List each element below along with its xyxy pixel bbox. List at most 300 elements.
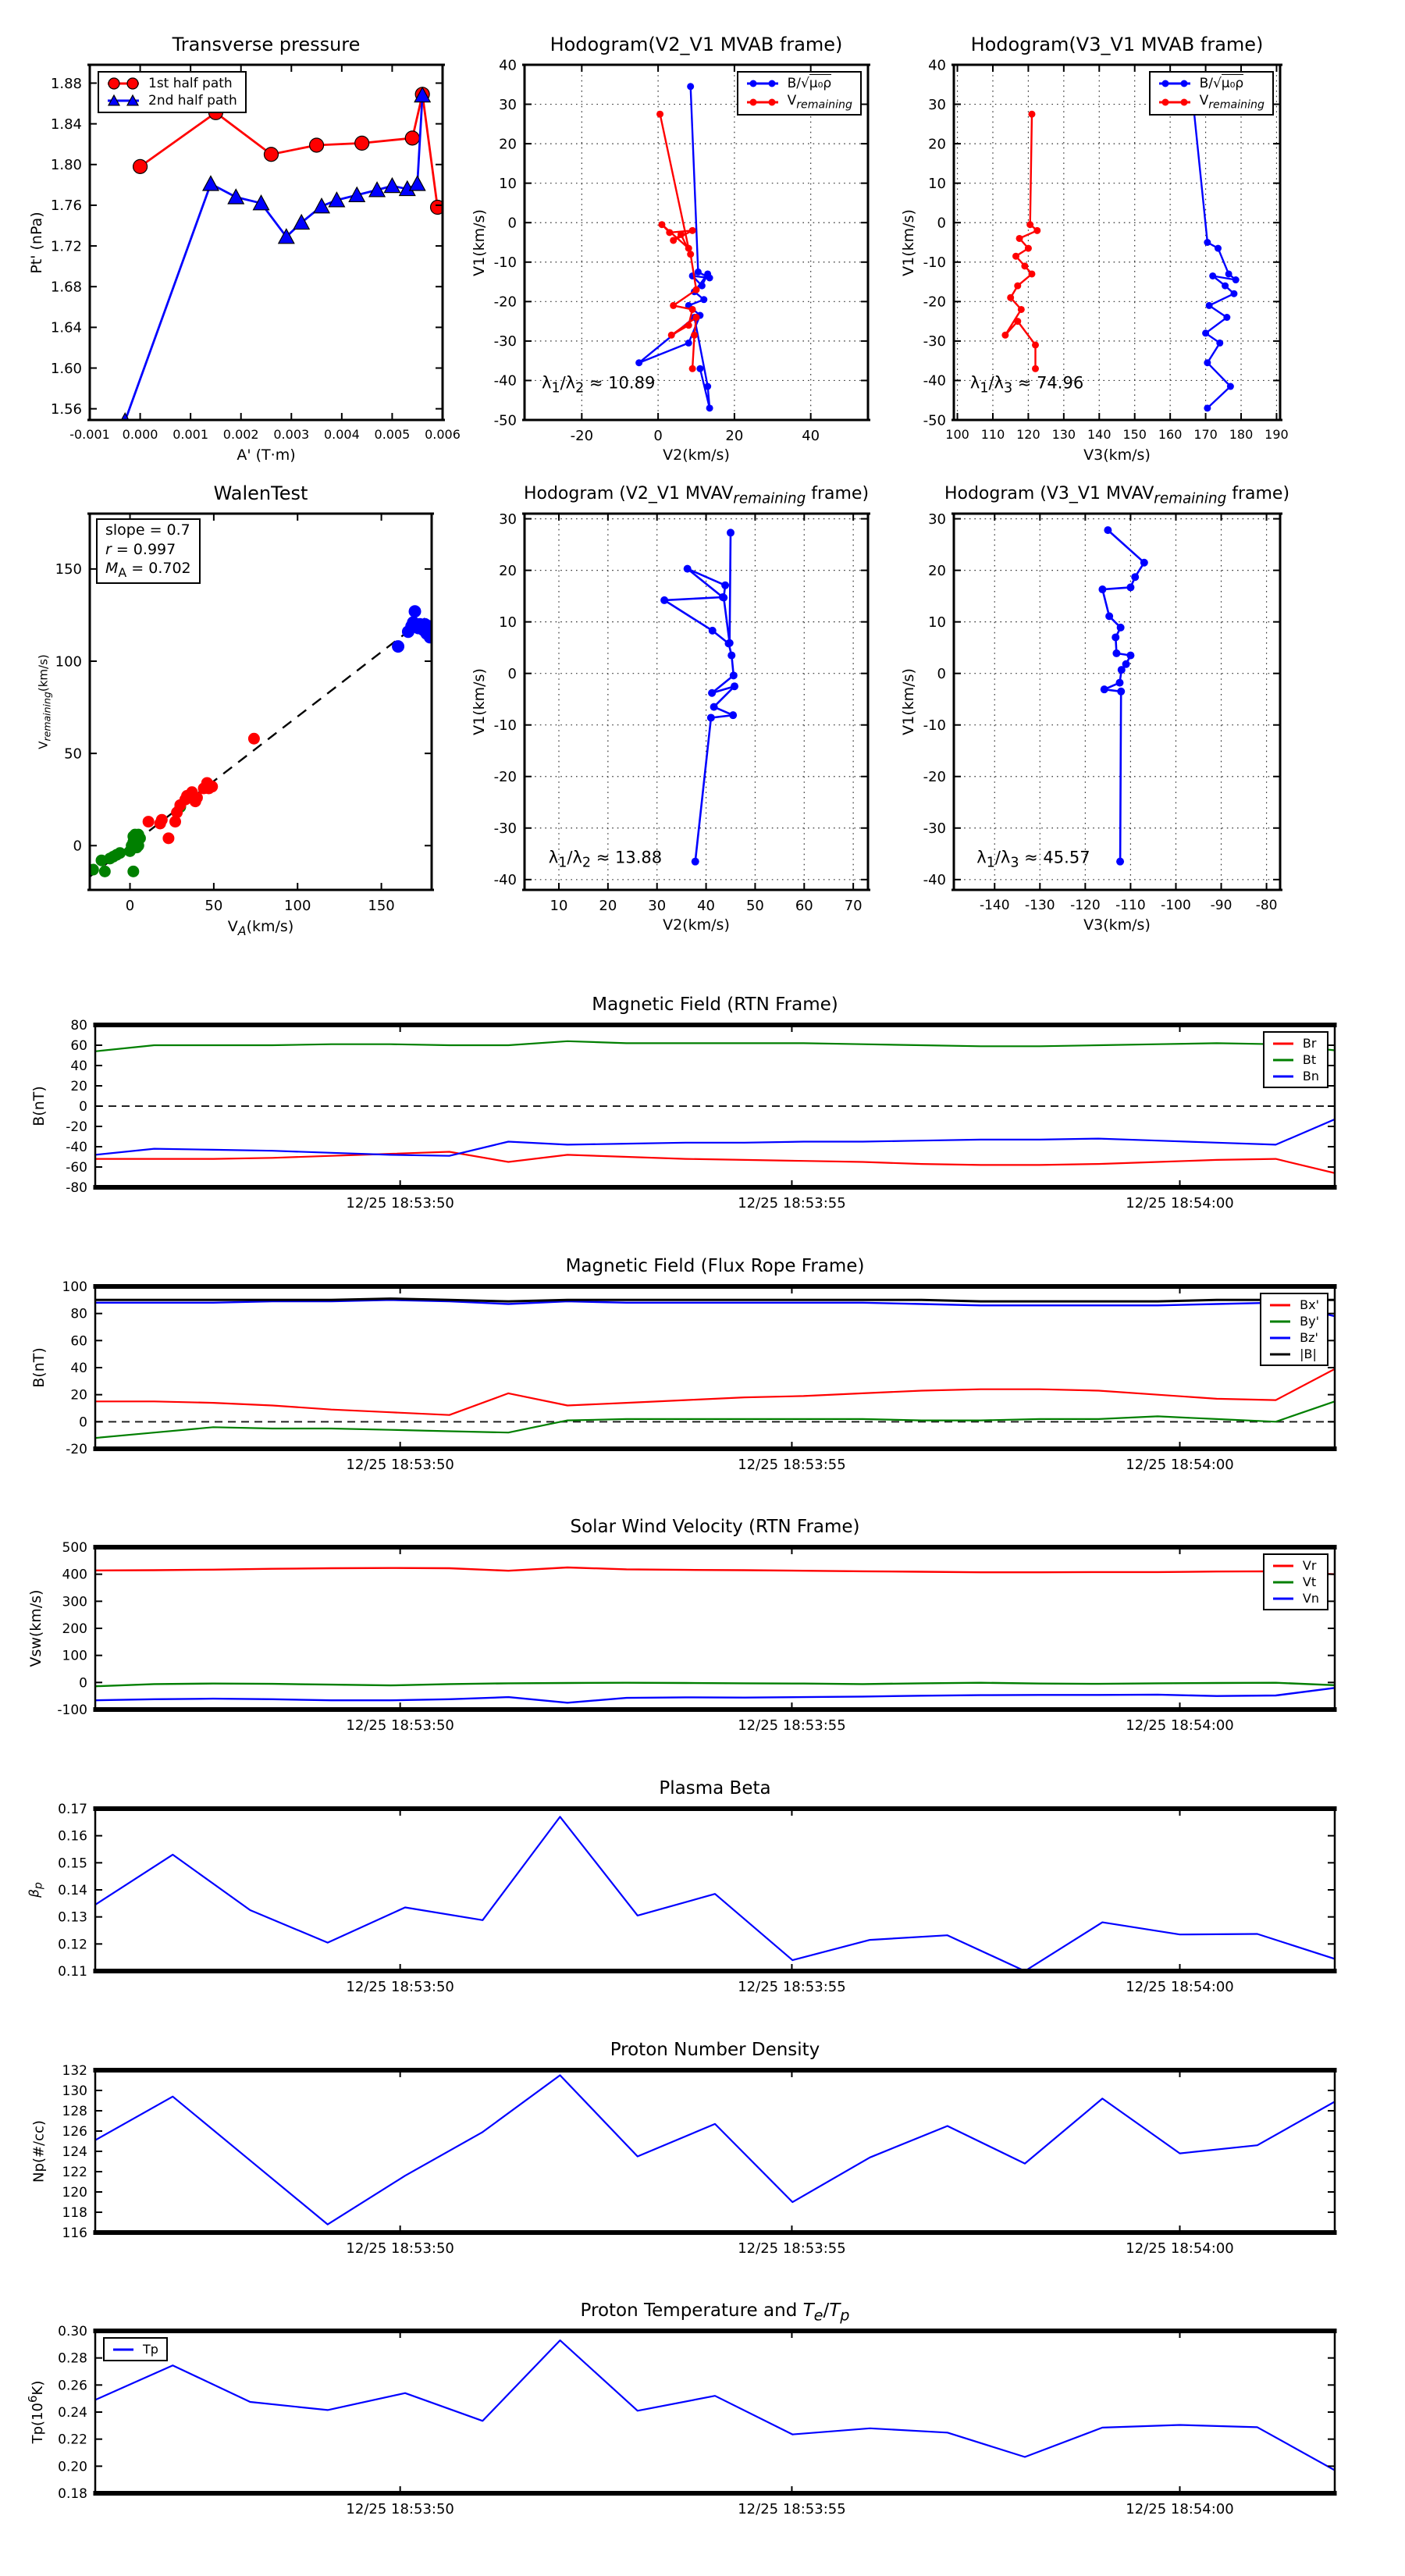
y-tick-label: -20 xyxy=(923,769,946,786)
legend-item xyxy=(1157,76,1264,91)
y-tick-label: -10 xyxy=(493,254,517,272)
hodogram-v2v1-mvab-canvas xyxy=(493,57,868,444)
y-tick-label: 30 xyxy=(928,511,946,528)
legend-item xyxy=(745,93,852,111)
x-tick-label: 12/25 18:54:00 xyxy=(1126,1717,1234,1734)
plot-title: Plasma Beta xyxy=(659,1778,771,1799)
legend-label: Tp xyxy=(143,2342,158,2357)
series-group xyxy=(95,1816,1335,1971)
legend-sample xyxy=(1271,1575,1296,1589)
series-second-half-path xyxy=(125,95,422,421)
y-tick-label: 30 xyxy=(928,96,946,113)
legend-sample xyxy=(1271,1592,1296,1606)
series-group xyxy=(95,1299,1335,1439)
plasma-beta-canvas xyxy=(58,1801,1335,1995)
y-tick-label: 60 xyxy=(70,1333,87,1350)
y-axis-label: $Tp(10^6K)$ xyxy=(26,2380,46,2444)
y-tick-label: 100 xyxy=(62,1279,87,1295)
x-tick-label: 12/25 18:54:00 xyxy=(1126,2501,1234,2517)
y-tick-label: -40 xyxy=(493,372,517,390)
stats-line: slope = 0.7 xyxy=(105,521,190,539)
series-Tp xyxy=(95,2340,1335,2470)
magnetic-field-rtn-legend xyxy=(1263,1031,1329,1088)
y-tick-label: -30 xyxy=(493,333,517,350)
x-tick-label: 12/25 18:53:55 xyxy=(738,1979,846,1995)
y-tick-label: -40 xyxy=(66,1139,87,1155)
plot-title: Hodogram (V2_V1 $MVAV_{remaining}$ frame) xyxy=(523,484,870,507)
x-tick-label: -120 xyxy=(1070,898,1101,913)
y-tick-label: 0.12 xyxy=(58,1937,87,1953)
y-tick-label: 0.20 xyxy=(58,2459,87,2475)
legend-label: 1st half path xyxy=(148,76,233,91)
y-tick-label: 1.60 xyxy=(50,360,82,377)
y-tick-label: 20 xyxy=(70,1387,87,1404)
y-tick-label: 0.28 xyxy=(58,2350,87,2367)
x-axis-label: A' (T·m) xyxy=(237,447,296,464)
x-tick-label: -0.001 xyxy=(69,427,110,442)
y-tick-label: 0 xyxy=(507,215,517,232)
ticks xyxy=(58,2324,1335,2517)
series-B-path xyxy=(1191,87,1236,408)
legend-item xyxy=(1268,1347,1319,1361)
plot-title: Transverse pressure xyxy=(172,34,361,55)
y-tick-label: 0.17 xyxy=(58,1801,87,1817)
y-tick-label: -40 xyxy=(923,872,946,889)
proton-temperature-legend xyxy=(103,2337,168,2361)
y-tick-label: 0.30 xyxy=(58,2323,87,2339)
axes-frame xyxy=(94,2331,1337,2493)
y-tick-label: 20 xyxy=(499,136,517,153)
x-tick-label: 12/25 18:54:00 xyxy=(1126,1457,1234,1473)
series-Np xyxy=(95,2076,1335,2225)
proton-temperature-plot xyxy=(26,2300,1335,2517)
y-tick-label: 1.76 xyxy=(50,197,82,215)
y-tick-label: -40 xyxy=(493,872,517,889)
y-tick-label: 0.11 xyxy=(58,1963,87,1980)
legend-item xyxy=(105,76,237,91)
x-tick-label: 160 xyxy=(1158,427,1183,442)
annotation: $\lambda_1/\lambda_3 \approx 45.57$ xyxy=(976,848,1090,872)
series-group xyxy=(1098,526,1147,866)
axes-frame xyxy=(94,2070,1337,2233)
plot-title: Hodogram(V3_V1 MVAB frame) xyxy=(970,34,1264,55)
y-tick-label: -30 xyxy=(493,820,517,838)
grid xyxy=(954,65,1280,420)
y-tick-label: 126 xyxy=(62,2123,87,2140)
y-tick-label: 0 xyxy=(79,1675,87,1692)
magnetic-field-rtn-canvas xyxy=(66,1017,1335,1212)
series-group xyxy=(95,1567,1335,1703)
hodogram-v3v1-mvav-canvas xyxy=(923,511,1280,913)
x-tick-label: 12/25 18:53:50 xyxy=(346,1195,454,1212)
y-tick-label: 150 xyxy=(55,561,82,578)
series-group xyxy=(635,83,713,411)
y-axis-label: Pt' (nPa) xyxy=(28,211,45,274)
legend-label: Vr xyxy=(1302,1558,1317,1573)
legend-label: By' xyxy=(1300,1314,1319,1329)
y-tick-label: 0 xyxy=(937,665,946,682)
legend-label: Bx' xyxy=(1300,1297,1319,1312)
y-tick-label: 1.80 xyxy=(50,157,82,174)
y-tick-label: 0.26 xyxy=(58,2378,87,2394)
x-tick-label: 0 xyxy=(125,898,135,914)
x-tick-label: 12/25 18:54:00 xyxy=(1126,2240,1234,2257)
plot-title: Solar Wind Velocity (RTN Frame) xyxy=(570,1517,860,1537)
x-axis-label: V3(km/s) xyxy=(1083,447,1151,464)
series-Vn xyxy=(95,1688,1335,1703)
x-tick-label: 20 xyxy=(599,898,617,914)
legend-label: Br xyxy=(1302,1036,1317,1051)
legend-sample xyxy=(1268,1315,1293,1329)
x-tick-label: 50 xyxy=(745,898,764,914)
y-tick-label: 0.24 xyxy=(58,2404,87,2421)
legend-item xyxy=(1271,1574,1319,1589)
y-tick-label: 100 xyxy=(55,653,82,671)
plasma-beta-plot xyxy=(27,1778,1335,1995)
x-tick-label: 110 xyxy=(980,427,1005,442)
y-tick-label: -20 xyxy=(493,294,517,311)
y-axis-label: V1(km/s) xyxy=(471,668,488,735)
y-axis-label: $\beta_p$ xyxy=(27,1882,45,1898)
series-V-remaining-path-markers xyxy=(1001,111,1040,372)
y-tick-label: -10 xyxy=(493,717,517,735)
series-second-half-path-markers xyxy=(117,87,430,428)
legend-label: Vn xyxy=(1302,1591,1319,1606)
plot-title: Proton Temperature and $T_e/T_p$ xyxy=(580,2300,850,2325)
y-tick-label: -10 xyxy=(923,717,946,735)
x-tick-label: 190 xyxy=(1264,427,1289,442)
y-tick-label: -20 xyxy=(66,1119,87,1135)
hodogram-v2v1-mvab-plot xyxy=(471,34,868,464)
x-axis-label: $V_A(km/s)$ xyxy=(227,918,294,938)
axes-frame xyxy=(87,65,445,420)
y-axis-label: V1(km/s) xyxy=(471,208,488,276)
y-tick-label: 0 xyxy=(73,838,82,855)
legend-label: B/√μ₀ρ xyxy=(1199,76,1244,91)
series-group xyxy=(95,2076,1335,2225)
y-tick-label: 0.18 xyxy=(58,2485,87,2502)
series-group xyxy=(95,2340,1335,2470)
y-tick-label: -10 xyxy=(923,254,946,272)
x-tick-label: 140 xyxy=(1087,427,1112,442)
y-tick-label: 200 xyxy=(62,1621,87,1637)
x-tick-label: 0.003 xyxy=(273,427,310,442)
y-tick-label: 124 xyxy=(62,2144,87,2160)
plot-title: Magnetic Field (Flux Rope Frame) xyxy=(565,1256,865,1276)
hodogram-v2v1-mvav-canvas xyxy=(493,511,868,914)
y-tick-label: -100 xyxy=(57,1702,87,1718)
y-tick-label: 100 xyxy=(62,1648,87,1664)
legend-sample xyxy=(1268,1331,1293,1345)
legend-sample xyxy=(111,2343,136,2357)
x-tick-label: 60 xyxy=(795,898,813,914)
legend-sample xyxy=(745,76,781,91)
x-tick-label: 130 xyxy=(1051,427,1076,442)
plot-title: WalenTest xyxy=(213,482,308,504)
axes-frame xyxy=(522,514,870,890)
legend-label: $V_{remaining}$ xyxy=(1199,93,1264,112)
grid xyxy=(525,514,868,890)
y-tick-label: 1.56 xyxy=(50,400,82,418)
y-axis-label: B(nT) xyxy=(30,1347,48,1388)
x-tick-label: 12/25 18:53:55 xyxy=(738,2240,846,2257)
x-tick-label: 0.006 xyxy=(425,427,461,442)
plot-title: Magnetic Field (RTN Frame) xyxy=(592,994,838,1015)
plot-title: Proton Number Density xyxy=(610,2040,820,2060)
series-Bt xyxy=(95,1041,1335,1051)
annotation: $\lambda_1/\lambda_3 \approx 74.96$ xyxy=(969,372,1084,397)
magnetic-field-flux-rope-legend xyxy=(1260,1293,1329,1366)
y-tick-label: 20 xyxy=(499,562,517,579)
x-tick-label: 12/25 18:53:55 xyxy=(738,2501,846,2517)
ticks xyxy=(51,65,461,442)
legend-label: Bt xyxy=(1302,1052,1317,1067)
series-Bn xyxy=(95,1119,1335,1156)
proton-number-density-plot xyxy=(30,2040,1335,2257)
y-tick-label: 1.84 xyxy=(50,116,82,133)
axes-frame xyxy=(94,1809,1337,1971)
x-tick-label: 10 xyxy=(550,898,568,914)
ticks xyxy=(66,1018,1335,1212)
hodogram-v3v1-mvab-canvas xyxy=(923,57,1289,442)
y-tick-label: 0.15 xyxy=(58,1856,87,1872)
x-tick-label: 100 xyxy=(945,427,969,442)
y-axis-label: V1(km/s) xyxy=(900,668,917,735)
grid xyxy=(954,514,1280,890)
axes-frame xyxy=(951,65,1282,420)
transverse-pressure-legend xyxy=(98,71,247,113)
legend-item xyxy=(1268,1330,1319,1345)
x-tick-label: 0 xyxy=(653,428,663,444)
stats-line: r = 0.997 xyxy=(105,540,176,558)
series-V-remaining-path xyxy=(660,114,696,368)
y-tick-label: 60 xyxy=(70,1037,87,1054)
legend-item xyxy=(1271,1591,1319,1606)
y-tick-label: 0 xyxy=(79,1098,87,1115)
legend-sample xyxy=(1271,1037,1296,1051)
series-Bx-prime xyxy=(95,1369,1335,1415)
x-tick-label: 40 xyxy=(802,428,820,444)
y-tick-label: -60 xyxy=(66,1159,87,1176)
x-tick-label: -100 xyxy=(1161,898,1191,913)
legend-label: |B| xyxy=(1300,1347,1317,1361)
series-B-path xyxy=(639,87,710,408)
y-tick-label: 20 xyxy=(928,136,946,153)
hodogram-v3v1-mvab-legend xyxy=(1149,71,1274,116)
x-tick-label: 170 xyxy=(1193,427,1218,442)
transverse-pressure-canvas xyxy=(50,65,461,442)
y-tick-label: 500 xyxy=(62,1539,87,1556)
y-tick-label: 120 xyxy=(62,2184,87,2201)
legend-item xyxy=(745,76,852,91)
y-axis-label: V1(km/s) xyxy=(900,208,917,276)
scatter-outer-points xyxy=(392,605,436,653)
x-tick-label: 12/25 18:53:50 xyxy=(346,2240,454,2257)
stats-line: $M_A = 0.702$ xyxy=(105,560,191,581)
y-tick-label: 1.68 xyxy=(50,279,82,296)
walen-test-plot xyxy=(36,482,432,938)
legend-item xyxy=(1271,1036,1319,1051)
x-tick-label: 12/25 18:54:00 xyxy=(1126,1979,1234,1995)
series-V-path-markers xyxy=(1098,526,1147,866)
y-tick-label: 300 xyxy=(62,1594,87,1610)
y-tick-label: 40 xyxy=(70,1058,87,1074)
hodogram-v3v1-mvav-plot xyxy=(900,484,1290,934)
legend-label: B/√μ₀ρ xyxy=(787,76,832,91)
series-Vt xyxy=(95,1683,1335,1687)
x-tick-label: 150 xyxy=(368,898,395,914)
y-tick-label: 50 xyxy=(64,745,82,763)
x-tick-label: 150 xyxy=(1122,427,1147,442)
y-tick-label: 10 xyxy=(499,614,517,631)
proton-temperature-canvas xyxy=(58,2323,1335,2517)
y-axis-label: Np(#/cc) xyxy=(30,2120,48,2183)
series-V-path xyxy=(1102,530,1144,862)
solar-wind-velocity-plot xyxy=(27,1517,1335,1734)
legend-sample xyxy=(1271,1559,1296,1573)
x-tick-label: 12/25 18:53:50 xyxy=(346,1457,454,1473)
x-axis-label: V3(km/s) xyxy=(1083,916,1151,934)
y-tick-label: 0.13 xyxy=(58,1909,87,1926)
legend-sample xyxy=(745,95,781,109)
legend-label: Bz' xyxy=(1300,1330,1318,1345)
x-axis-label: V2(km/s) xyxy=(663,916,730,934)
y-tick-label: 40 xyxy=(928,57,946,74)
legend-sample xyxy=(1268,1347,1293,1361)
proton-number-density-canvas xyxy=(62,2062,1335,2257)
y-tick-label: 132 xyxy=(62,2062,87,2079)
series-group xyxy=(660,528,738,865)
x-tick-label: 70 xyxy=(844,898,863,914)
axes-frame xyxy=(94,1286,1337,1449)
y-tick-label: 0.14 xyxy=(58,1882,87,1898)
y-tick-label: 128 xyxy=(62,2103,87,2119)
plot-title: Hodogram(V2_V1 MVAB frame) xyxy=(550,34,843,55)
y-tick-label: 20 xyxy=(70,1078,87,1094)
x-tick-label: 12/25 18:53:55 xyxy=(738,1717,846,1734)
series-group xyxy=(1001,83,1239,411)
x-tick-label: 40 xyxy=(697,898,716,914)
legend-item xyxy=(1157,93,1264,111)
y-tick-label: 0 xyxy=(507,665,517,682)
y-tick-label: 400 xyxy=(62,1567,87,1583)
y-tick-label: 0 xyxy=(937,215,946,232)
annotation: $\lambda_1/\lambda_2 \approx 10.89$ xyxy=(542,372,656,397)
y-tick-label: 116 xyxy=(62,2225,87,2241)
legend-sample xyxy=(1268,1298,1293,1312)
y-tick-label: 80 xyxy=(70,1306,87,1322)
series-B-path-markers xyxy=(635,83,713,411)
x-tick-label: 0.000 xyxy=(122,427,158,442)
x-tick-label: 20 xyxy=(725,428,744,444)
x-tick-label: 12/25 18:54:00 xyxy=(1126,1195,1234,1212)
x-tick-label: -110 xyxy=(1115,898,1146,913)
y-tick-label: 122 xyxy=(62,2164,87,2180)
y-tick-label: 10 xyxy=(928,614,946,631)
legend-item xyxy=(1268,1314,1319,1329)
x-tick-label: 0.002 xyxy=(222,427,259,442)
legend-sample xyxy=(1157,95,1193,109)
y-tick-label: -50 xyxy=(493,412,517,429)
y-tick-label: 0.22 xyxy=(58,2432,87,2448)
series-group xyxy=(117,87,444,428)
x-tick-label: 50 xyxy=(205,898,223,914)
hodogram-v2v1-mvab-legend xyxy=(737,71,862,116)
legend-sample xyxy=(105,94,141,108)
x-tick-label: 0.005 xyxy=(374,427,411,442)
magnetic-field-rtn-plot xyxy=(30,994,1335,1212)
y-tick-label: 10 xyxy=(499,175,517,192)
legend-label: Vt xyxy=(1302,1574,1317,1589)
y-tick-label: -80 xyxy=(66,1179,87,1196)
y-axis-label: Vsw(km/s) xyxy=(27,1589,44,1667)
x-tick-label: -130 xyxy=(1025,898,1055,913)
x-tick-label: 12/25 18:53:50 xyxy=(346,2501,454,2517)
x-tick-label: 12/25 18:53:50 xyxy=(346,1717,454,1734)
x-tick-label: 120 xyxy=(1016,427,1040,442)
magnetic-field-flux-rope-canvas xyxy=(62,1279,1335,1473)
x-tick-label: 180 xyxy=(1229,427,1254,442)
x-tick-label: -140 xyxy=(979,898,1010,913)
series-Vr xyxy=(95,1567,1335,1574)
transverse-pressure-plot xyxy=(28,34,461,464)
legend-item xyxy=(1268,1297,1319,1312)
stats-box xyxy=(96,518,201,584)
x-tick-label: -90 xyxy=(1210,898,1232,913)
legend-item xyxy=(1271,1052,1319,1067)
magnetic-field-flux-rope-plot xyxy=(30,1256,1335,1473)
y-tick-label: 10 xyxy=(928,175,946,192)
x-tick-label: 12/25 18:53:50 xyxy=(346,1979,454,1995)
y-tick-label: -50 xyxy=(923,412,946,429)
y-tick-label: -40 xyxy=(923,372,946,390)
y-tick-label: 0 xyxy=(79,1414,87,1431)
y-tick-label: 20 xyxy=(928,562,946,579)
x-tick-label: 0.001 xyxy=(173,427,209,442)
solar-wind-velocity-canvas xyxy=(57,1539,1335,1734)
legend-label: $V_{remaining}$ xyxy=(787,93,852,112)
x-tick-label: 100 xyxy=(284,898,311,914)
hodogram-v2v1-mvav-plot xyxy=(471,484,870,934)
legend-label: Bn xyxy=(1302,1069,1319,1083)
ticks xyxy=(62,2063,1335,2257)
series-beta-p xyxy=(95,1816,1335,1971)
y-tick-label: -30 xyxy=(923,333,946,350)
legend-sample xyxy=(1157,76,1193,91)
x-tick-label: 12/25 18:53:55 xyxy=(738,1195,846,1212)
legend-item xyxy=(111,2342,158,2357)
x-axis-label: V2(km/s) xyxy=(663,447,730,464)
legend-sample xyxy=(1271,1069,1296,1083)
solar-wind-velocity-legend xyxy=(1263,1553,1329,1610)
y-tick-label: 1.64 xyxy=(50,319,82,336)
y-tick-label: 118 xyxy=(62,2204,87,2221)
legend-sample xyxy=(1271,1053,1296,1067)
x-tick-label: -80 xyxy=(1255,898,1278,913)
x-tick-label: -20 xyxy=(570,428,594,444)
y-tick-label: 30 xyxy=(499,96,517,113)
x-tick-label: 12/25 18:53:55 xyxy=(738,1457,846,1473)
y-axis-label: $V_{remaining}(km/s)$ xyxy=(36,654,53,749)
legend-sample xyxy=(105,76,141,91)
series-Br xyxy=(95,1152,1335,1173)
y-tick-label: -30 xyxy=(923,820,946,838)
legend-label: 2nd half path xyxy=(148,93,237,109)
y-tick-label: -20 xyxy=(66,1441,87,1457)
y-tick-label: 1.72 xyxy=(50,238,82,255)
y-tick-label: 1.88 xyxy=(50,75,82,92)
plot-title: Hodogram (V3_V1 $MVAV_{remaining}$ frame) xyxy=(944,484,1290,507)
